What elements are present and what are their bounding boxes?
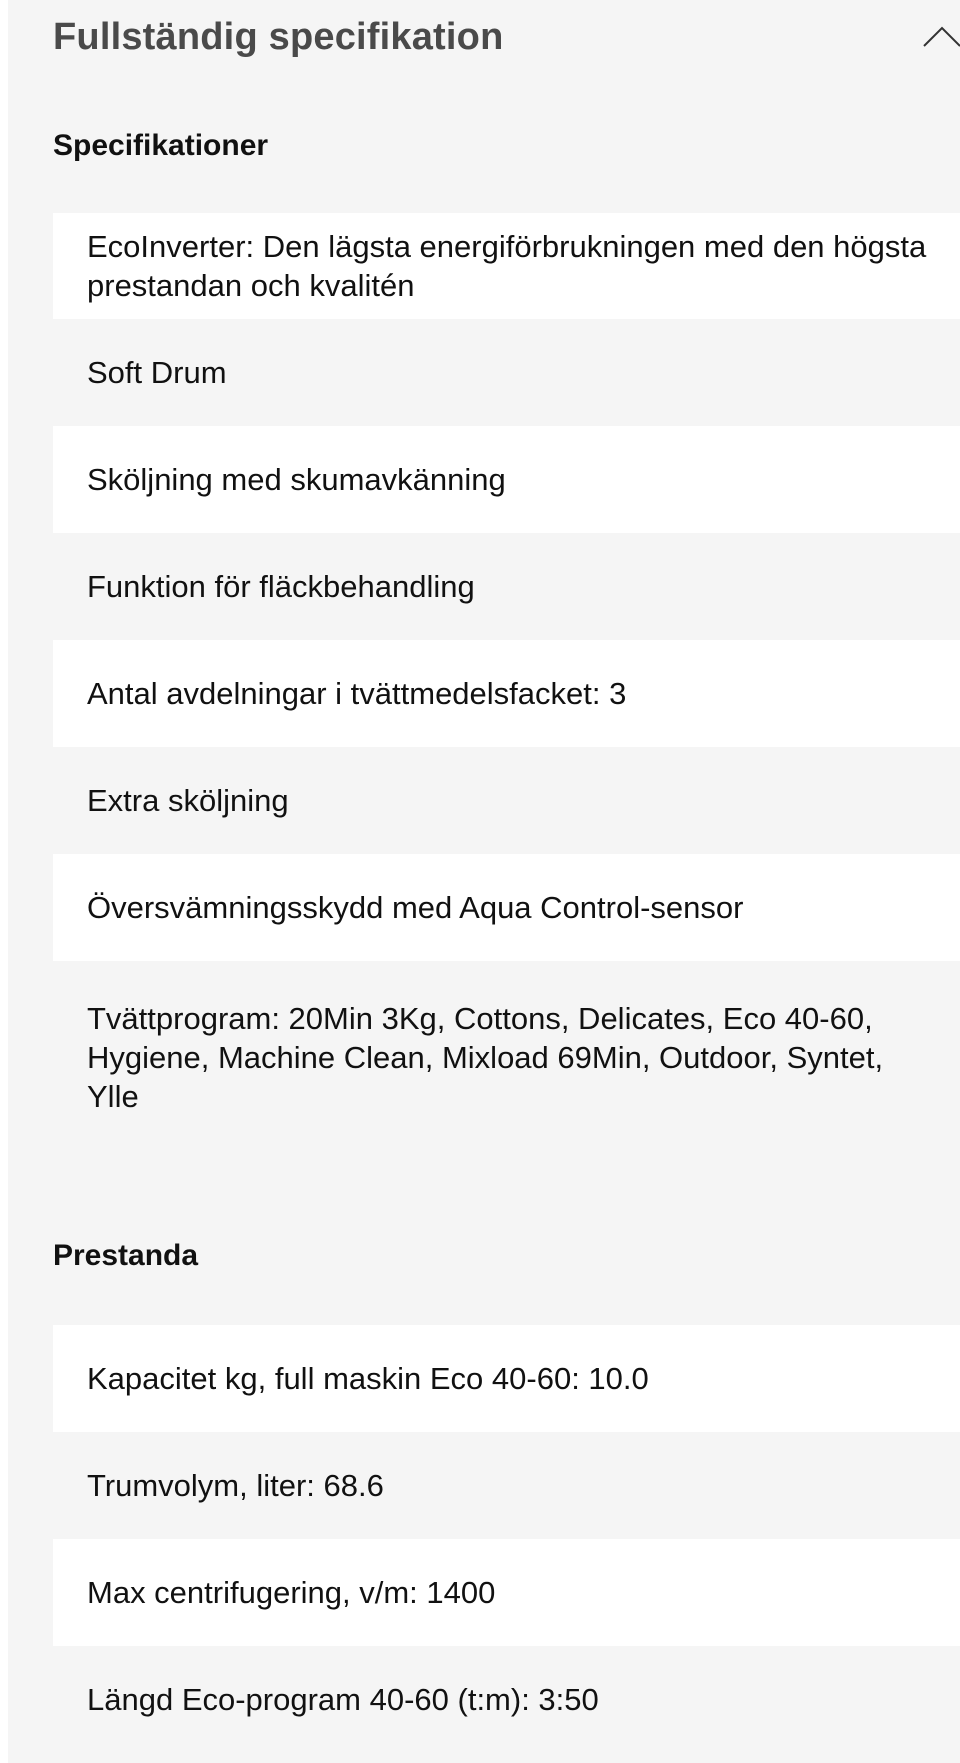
spec-item xyxy=(53,1432,960,1539)
spec-item xyxy=(53,213,960,319)
spec-item xyxy=(53,426,960,533)
spec-item-text: Kapacitet kg, full maskin Eco 40-60: 10.0 xyxy=(87,1361,649,1396)
specification-header[interactable] xyxy=(8,0,960,86)
spec-item-text: Antal avdelningar i tvättmedelsfacket: 3 xyxy=(87,676,627,711)
spec-item-text: Trumvolym, liter: 68.6 xyxy=(87,1468,384,1503)
spec-item-text: Tvättprogram: 20Min 3Kg, Cottons, Delicates, Eco 40-60, Hygiene, Machine Clean, Mixload 69Min, Outdoor, Syntet, Ylle xyxy=(87,1001,884,1114)
spec-item-text: Extra sköljning xyxy=(87,783,289,818)
collapse-toggle-button[interactable] xyxy=(922,20,960,60)
spec-item-text: Soft Drum xyxy=(87,355,227,390)
spec-item-text: Sköljning med skumavkänning xyxy=(87,462,506,497)
spec-item xyxy=(53,747,960,854)
specifikationer-list xyxy=(53,213,960,1154)
spec-item xyxy=(53,854,960,961)
spec-item xyxy=(53,533,960,640)
spec-item-text: Funktion för fläckbehandling xyxy=(87,569,475,604)
spec-item-text: Översvämningsskydd med Aqua Control-sensor xyxy=(87,890,744,925)
chevron-up-icon xyxy=(922,20,960,60)
spec-item xyxy=(53,1539,960,1646)
spec-item xyxy=(53,1325,960,1432)
prestanda-list xyxy=(53,1325,960,1753)
section-title-specifikationer: Specifikationer xyxy=(53,129,269,162)
spec-item xyxy=(53,640,960,747)
spec-item-text: Längd Eco-program 40-60 (t:m): 3:50 xyxy=(87,1682,599,1717)
full-specification-panel xyxy=(8,0,960,1763)
specification-title: Fullständig specifikation xyxy=(53,16,504,58)
spec-item xyxy=(53,319,960,426)
spec-item xyxy=(53,961,960,1154)
spec-item-text: EcoInverter: Den lägsta energiförbrukningen med den högsta prestandan och kvalitén xyxy=(87,229,927,303)
spec-item-text: Max centrifugering, v/m: 1400 xyxy=(87,1575,496,1610)
spec-item xyxy=(53,1646,960,1753)
section-title-prestanda: Prestanda xyxy=(53,1239,199,1272)
